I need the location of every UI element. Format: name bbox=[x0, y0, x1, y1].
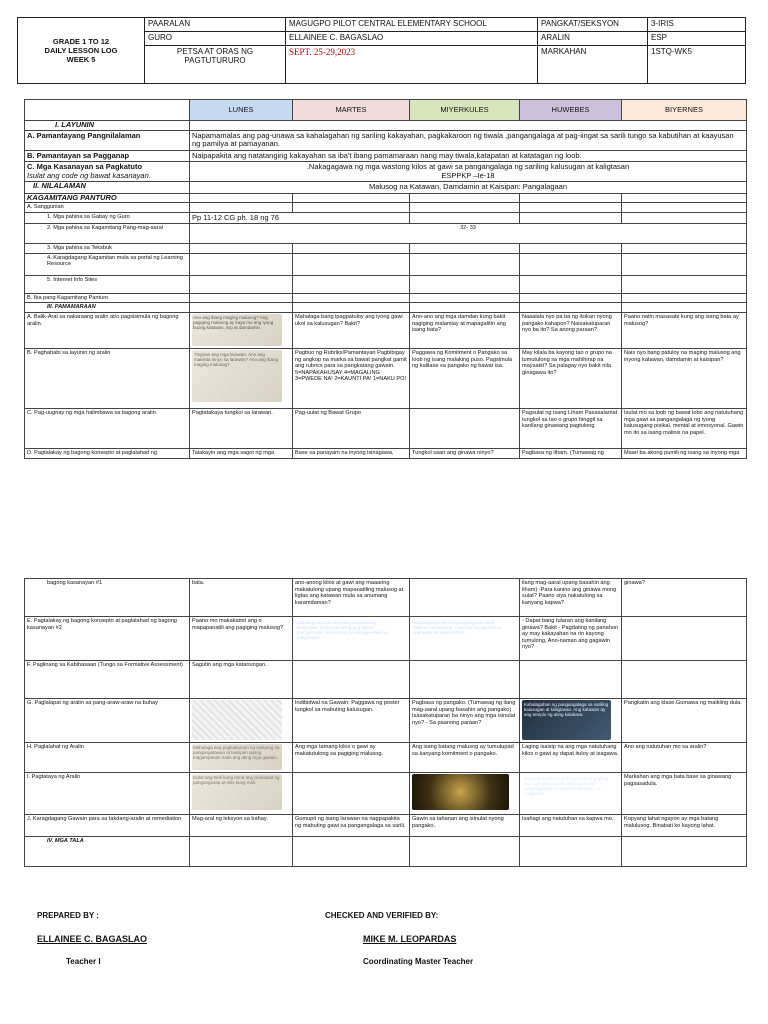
lesson-cell: Paano mo makakamit ang o mapapanatili ang pagiging malusog? bbox=[190, 617, 293, 661]
prepared-by-role: Teacher I bbox=[66, 957, 101, 966]
title-line-3: WEEK 5 bbox=[66, 55, 96, 64]
row-label-paghahabi: B. Paghahabi sa layunin ng aralin bbox=[25, 349, 190, 409]
sanggunian-label: A. Sanggunian bbox=[25, 203, 190, 213]
lesson-cell: Mag-aral ng leksyon sa bahay. bbox=[190, 815, 293, 837]
aralin-label: ARALIN bbox=[538, 32, 648, 46]
lesson-cell: Paggawa ng Komitment o Pangako sa loob ng isang malaking puso. Pagsimula ng kalilase sa pangako ng bawat isa. bbox=[410, 349, 520, 409]
lesson-cell: May kilala ba kayong tao o grupo na tumutulong sa mga mahihirap na maysakit? Sa palagay nyo bakit nila ginagawa ito? bbox=[520, 349, 622, 409]
slide-text: Isulat ang tsek kung tama ang isinasaad ng pangungusap at ekis kung mali. bbox=[193, 775, 280, 785]
guro-label: GURO bbox=[145, 32, 286, 46]
slide-thumbnail bbox=[295, 662, 398, 694]
row-label-karagdagang-gawain: J. Karagdagang Gawain para sa takdang-aralin at remediation bbox=[25, 815, 190, 837]
kasanayan-desc: .Nakagagawa ng mga wastong kilos at gawi sa pangangalaga ng sariling kalusugan at kaligtasan bbox=[306, 162, 630, 172]
table-row bbox=[25, 579, 747, 617]
lesson-cell: Indibidwal na Gawain: Paggawa ng poster tungkol sa mabuting kalusugan. bbox=[293, 699, 410, 743]
kasanayan-sub: Isulat ang code ng bawat kasanayan. bbox=[27, 170, 151, 180]
lesson-cell: Naaalala nyo pa ba ng ilsikan nyong pangako kahapon? Naisakatuparan nyo ba ito? Sa anong paraan? bbox=[520, 313, 622, 349]
table-row bbox=[25, 773, 747, 815]
petsa-label: PETSA AT ORAS NG PAGTUTURURO bbox=[145, 46, 286, 84]
lesson-cell: Ano-ano ang mga damdan kung bakit nagiging malamlay at mapagalitin ang isang bata? bbox=[410, 313, 520, 349]
row-label-paglinang: F. Paglinang sa Kabihasaan (Tungo sa Formative Assessment) bbox=[25, 661, 190, 699]
pamantayan-sa-pagganap-label: B. Pamantayan sa Pagganap bbox=[25, 150, 190, 162]
slide-thumbnail bbox=[412, 618, 509, 656]
lesson-cell: Ang isang batang malusog ay tumutupad sa kanyang komitment o pangako. bbox=[410, 743, 520, 773]
slide-text: Tingnan ang mga larawan. Ano ang makikita ninyo sa larawan? Ano ang ibang maging malusog? bbox=[194, 352, 279, 368]
day-header-lunes: LUNES bbox=[190, 100, 293, 121]
teksbuk-label: 3. Mga pahina sa Teksbuk bbox=[25, 244, 190, 254]
paaralan-label: PAARALAN bbox=[145, 18, 286, 32]
slide-thumbnail bbox=[295, 774, 398, 810]
lesson-cell bbox=[410, 617, 520, 661]
kasanayan-label bbox=[25, 162, 190, 182]
slide-thumbnail bbox=[192, 314, 282, 346]
drawing-thumbnail bbox=[192, 700, 282, 740]
markahan-value: 1STQ-WK5 bbox=[648, 46, 746, 84]
lesson-cell bbox=[293, 617, 410, 661]
prepared-by-label: PREPARED BY : bbox=[37, 911, 99, 920]
slide-text: Kahalagahan ng Pangangalaga sa sarili. Malinis na katawan, malusog na pag-iisip at mahusay na pakiramdam. bbox=[414, 620, 502, 635]
dll-title bbox=[18, 18, 145, 84]
kasanayan-code: ESPPKP –Ie-18 bbox=[441, 170, 495, 180]
paaralan-value: MAGUGPO PILOT CENTRAL ELEMENTARY SCHOOL bbox=[286, 18, 538, 32]
lesson-cell: Gawin sa tahanan ang isinulat nyong pangako. bbox=[410, 815, 520, 837]
table-row bbox=[25, 313, 747, 349]
lesson-cell: Maari ba akong pumili ng isang sa inyong mga bbox=[622, 449, 747, 459]
petsa-value: SEPT. 25-29,2023 bbox=[286, 46, 538, 84]
lesson-cell: Pagsulat ng isang Liham Pasasalamat tungkol sa tao o grupo hinggil sa kanilang ginawang pagtulong bbox=[520, 409, 622, 449]
pamantayang-pangnilalaman-label: A. Pamantayang Pangnilalaman bbox=[25, 130, 190, 150]
table-row bbox=[25, 661, 747, 699]
lesson-cell bbox=[190, 773, 293, 815]
internet-info-label: 5. Internet Info Sites bbox=[25, 275, 190, 293]
slide-thumbnail bbox=[412, 662, 509, 694]
table-row bbox=[25, 699, 747, 743]
slide-text: Mahalaga ang pagkakaroon ng malusog na pangangatawan at kaisipan upang magampanan natin ang ating mga gawain. bbox=[193, 745, 280, 760]
kagamitang-pang-mag-aaral-label: 2. Mga pahina sa Kagamitang Pang-mag-aaral bbox=[25, 224, 190, 244]
lesson-cell: Gumupit ng isang larawan na nagpapakita ng mabuting gawi sa pangangalaga sa sarili. bbox=[293, 815, 410, 837]
slide-text: Sagutin ang mga tanong. 1. Ano ang pamagat ng tula? 2. Ano ang mga gawi ng may malusog na katawan? bbox=[297, 775, 391, 792]
lesson-grid-page1 bbox=[24, 99, 747, 459]
row-label-paglalahat: H. Paglalahat ng Aralin bbox=[25, 743, 190, 773]
gabay-guro-label: 1. Mga pahina sa Gabay ng Guro bbox=[25, 212, 190, 224]
table-row bbox=[25, 409, 747, 449]
lesson-cell: Kopyang lahat ngayon ay mga batang malulusog. Binabati ko kayong lahat. bbox=[622, 815, 747, 837]
lesson-cell bbox=[293, 773, 410, 815]
lesson-cell: Sagutin ang mga katanungan. bbox=[190, 661, 293, 699]
lesson-cell: ginawa? bbox=[622, 579, 747, 617]
title-line-1: GRADE 1 TO 12 bbox=[52, 37, 110, 46]
title-line-2: DAILY LESSON LOG bbox=[44, 46, 118, 55]
table-row bbox=[25, 349, 747, 409]
markahan-label: MARKAHAN bbox=[538, 46, 648, 84]
lesson-cell bbox=[622, 617, 747, 661]
table-row bbox=[25, 743, 747, 773]
lesson-cell bbox=[190, 313, 293, 349]
pamamaraan-heading: III. PAMAMARAAN bbox=[25, 303, 190, 313]
lesson-cell bbox=[410, 579, 520, 617]
day-header-spacer bbox=[25, 100, 190, 121]
lesson-cell: Pag-uulat ng Bawat Grupo bbox=[293, 409, 410, 449]
lesson-cell bbox=[293, 661, 410, 699]
row-label-balik-aral: A. Balik-Aral sa nakaraang aralin at/o pagsisimula ng bagong aralin. bbox=[25, 313, 190, 349]
kagamitan-heading: KAGAMITANG PANTURO bbox=[25, 193, 190, 203]
slide-text: Bagawa! Isulat sa loob ng bituin ang iyong mga pangako upang mapanatili ang pangangalaga sa sariling kalusugan at kaligtasan. bbox=[524, 776, 609, 796]
lesson-cell: Talakayin ang mga sagot ng mga bbox=[190, 449, 293, 459]
lesson-cell bbox=[520, 699, 622, 743]
slide-text: Ano ang ibang maging malusog? Ang pagiging malusog ay kaya mo ang iyong buong katawan, isip at damdamin. bbox=[193, 315, 274, 331]
table-row bbox=[25, 449, 747, 459]
lesson-cell: Tungkol saan ang ginawa ninyo? bbox=[410, 449, 520, 459]
header-table bbox=[17, 17, 746, 84]
slide-thumbnail bbox=[192, 744, 282, 770]
pangkat-value: 3-IRIS bbox=[648, 18, 746, 32]
row-label-pagtataya: I. Pagtataya ng Aralin bbox=[25, 773, 190, 815]
day-header-biyernes: BIYERNES bbox=[622, 100, 747, 121]
lesson-cell: - Dapat bang tularan ang kanilang ginawa? Bakit - Pagdating ng panahon ay may kakayahan na rin kayong tumulong, Ano-naman ang gagawin nyo? bbox=[520, 617, 622, 661]
lesson-cell: Isulat mo sa loob ng bawat lobo ang natutuhang mga gawi sa pangangalaga ng iyong kalusugang pisikal, mental at emosyonal. Gawin mo ito sa isang malinis na papel. bbox=[622, 409, 747, 449]
lesson-cell: Nais nyo bang patuloy na maging malusog ang inyong katawan, damdamin at kaisipan? bbox=[622, 349, 747, 409]
mga-tala-heading: IV. MGA TALA bbox=[25, 837, 190, 867]
slide-text: Basahin ang mga pangungusap. Isulat ang tsek kung ito ay tama at ekis kung mali. bbox=[414, 663, 500, 680]
lesson-cell: bata. bbox=[190, 579, 293, 617]
lesson-cell: Markahan ang mga bata base sa ginawang pagsasadula. bbox=[622, 773, 747, 815]
pangkat-label: PANGKAT/SEKSYON bbox=[538, 18, 648, 32]
pamantayan-sa-pagganap-text: Naipapakita ang natatanging kakayahan sa iba't ibang pamamaraan nang may tiwala,katapatan at katatagan ng loob. bbox=[190, 150, 747, 162]
lesson-cell bbox=[190, 349, 293, 409]
slide-thumbnail bbox=[295, 618, 398, 656]
lesson-cell: Isahagi ang natutuhan sa kapwa mo. bbox=[520, 815, 622, 837]
lesson-cell: ano-anong kilos at gawi ang maaaring makatulong upang mapanatiling malusog at ligtas ang katawan mula sa anumang karamdaman? bbox=[293, 579, 410, 617]
row-label-kasanayan-1: bagong kasanayan #1 bbox=[25, 579, 190, 617]
prepared-by-name: ELLAINEE C. BAGASLAO bbox=[37, 934, 148, 944]
lesson-cell bbox=[410, 661, 520, 699]
lesson-cell bbox=[622, 661, 747, 699]
lesson-cell: Laging isaisip na ang mga natutuhang kilos o gawi ay dapat ituloy at isagawa. bbox=[520, 743, 622, 773]
layunin-heading: I. LAYUNIN bbox=[25, 121, 190, 131]
lesson-cell bbox=[520, 661, 622, 699]
lesson-cell: Pagbasa ng liham. (Tumawag ng bbox=[520, 449, 622, 459]
lesson-cell: ilang mag-aaral upang basahin ang liham) -Para kanino ang ginawa mong sulat? Paano siya nakatulong sa kanyang kapwa? bbox=[520, 579, 622, 617]
row-label-pag-uugnay: C. Pag-uugnay ng mga halimbawa sa bagong aralin. bbox=[25, 409, 190, 449]
lesson-cell: Mahalaga bang ipagpatuloy ang iyong gawi ukol sa kalusugan? Bakit? bbox=[293, 313, 410, 349]
nilalaman-heading: II. NILALAMAN bbox=[25, 182, 190, 194]
row-label-pagtalakay-2: E. Pagtalakay ng bagong konsepto at paglalahad ng bagong kasanayan #2 bbox=[25, 617, 190, 661]
slide-thumbnail bbox=[522, 700, 611, 740]
checked-by-label: CHECKED AND VERIFIED BY: bbox=[325, 911, 439, 920]
row-label-paglalapat: G. Paglalapat ng aralin sa pang-araw-araw na buhay bbox=[25, 699, 190, 743]
aralin-value: ESP bbox=[648, 32, 746, 46]
guro-value: ELLAINEE C. BAGASLAO bbox=[286, 32, 538, 46]
checked-by-name: MIKE M. LEOPARDAS bbox=[363, 934, 457, 944]
lesson-cell bbox=[410, 773, 520, 815]
lesson-cell bbox=[520, 773, 622, 815]
slide-thumbnail bbox=[192, 774, 282, 810]
slide-thumbnail bbox=[522, 774, 611, 810]
nilalaman-text: Malusog na Katawan, Damdamin at Kaisipan: Pangalagaan bbox=[190, 182, 747, 194]
table-row bbox=[25, 815, 747, 837]
iba-pang-kagamitan-label: B. Iba pang Kagamitang Panturo bbox=[25, 293, 190, 303]
slide-text: Mahalaga sa atin ang ating magandang kalusugan. Ilang malulusog ang bawat mamamayan, tumutulong ito sa pag-unlad ng ating bayan. bbox=[297, 620, 388, 640]
lesson-cell: Paano natin masasabi kung ang isang bata ay malusog? bbox=[622, 313, 747, 349]
lesson-cell: Ano ang natutuhan mo sa aralin? bbox=[622, 743, 747, 773]
lesson-cell bbox=[190, 699, 293, 743]
gabay-guro-value: Pp 11-12 CG ph. 18 ng 76 bbox=[190, 212, 410, 224]
kasanayan-title: C. Mga Kasanayan sa Pagkatuto bbox=[27, 162, 143, 172]
kagamitang-pang-mag-aaral-value: 32- 33 bbox=[190, 224, 747, 244]
row-label-pagtalakay-1: D. Pagtalakay ng bagong konsepto at paglalahad ng bbox=[25, 449, 190, 459]
lesson-cell: Pagtatakaya tungkol sa larawan. bbox=[190, 409, 293, 449]
slide-text: Kahalagahan ng pangangalaga sa sariling kalusugan at kaligtasan. Ang katawan ay ang templo ng ating kaluluwa. bbox=[524, 702, 609, 717]
learning-resource-label: 4. Karagdagang Kagamitan mula sa portal ng Learning Resource bbox=[25, 253, 190, 275]
day-header-martes: MARTES bbox=[293, 100, 410, 121]
lesson-cell bbox=[190, 743, 293, 773]
slide-thumbnail bbox=[192, 350, 282, 402]
pamantayang-pangnilalaman-text: Napamamalas ang pag-unawa sa kahalagahan ng sariling kakayahan, pagkakaroon ng tiwala ,pangangalaga at pag-iingat sa sarili tungo sa kabutihan at kaayusan ng pamilya at pamayanan. bbox=[190, 130, 747, 150]
lesson-cell: Base sa panayam na inyong isinagawa, bbox=[293, 449, 410, 459]
kasanayan-text bbox=[190, 162, 747, 182]
slide-text: Sagutin ang mga tanong. 1. Ano ang pamagat ng tula? 2. Ano ang mga gawi ng may malusog na katawan? bbox=[297, 663, 391, 680]
table-row bbox=[25, 617, 747, 661]
day-header-huwebes: HUWEBES bbox=[520, 100, 622, 121]
lesson-cell: Ang mga tamang kilos o gawi ay makatutulong sa pagiging malusog. bbox=[293, 743, 410, 773]
checked-by-role: Coordinating Master Teacher bbox=[363, 957, 474, 966]
day-header-miyerkules: MIYERKULES bbox=[410, 100, 520, 121]
slide-thumbnail bbox=[412, 774, 509, 810]
lesson-cell: Pagbasa ng pangako. (Tumawag ng ilang mag-aaral upang basahin ang pangako) Isasakatuparan ba ninyo ang mga isinulat nyo? - Sa paanong paraan? bbox=[410, 699, 520, 743]
lesson-grid-page2 bbox=[24, 578, 747, 867]
lesson-cell bbox=[410, 409, 520, 449]
lesson-cell: Pagbuo ng Rubriks/Pamantayan Pagbibigay ng angkop na marka sa bawat pangkat gamit ang rubrics para sa pangkatang gawain. 5=NAPAKAHUSAY 4=MAGALING 3=PWEDE NA! 2=KAUNTI PA! 1=NAKU PO! bbox=[293, 349, 410, 409]
lesson-cell: Pangkatin ang klase.Gumawa ng maikling dula. bbox=[622, 699, 747, 743]
